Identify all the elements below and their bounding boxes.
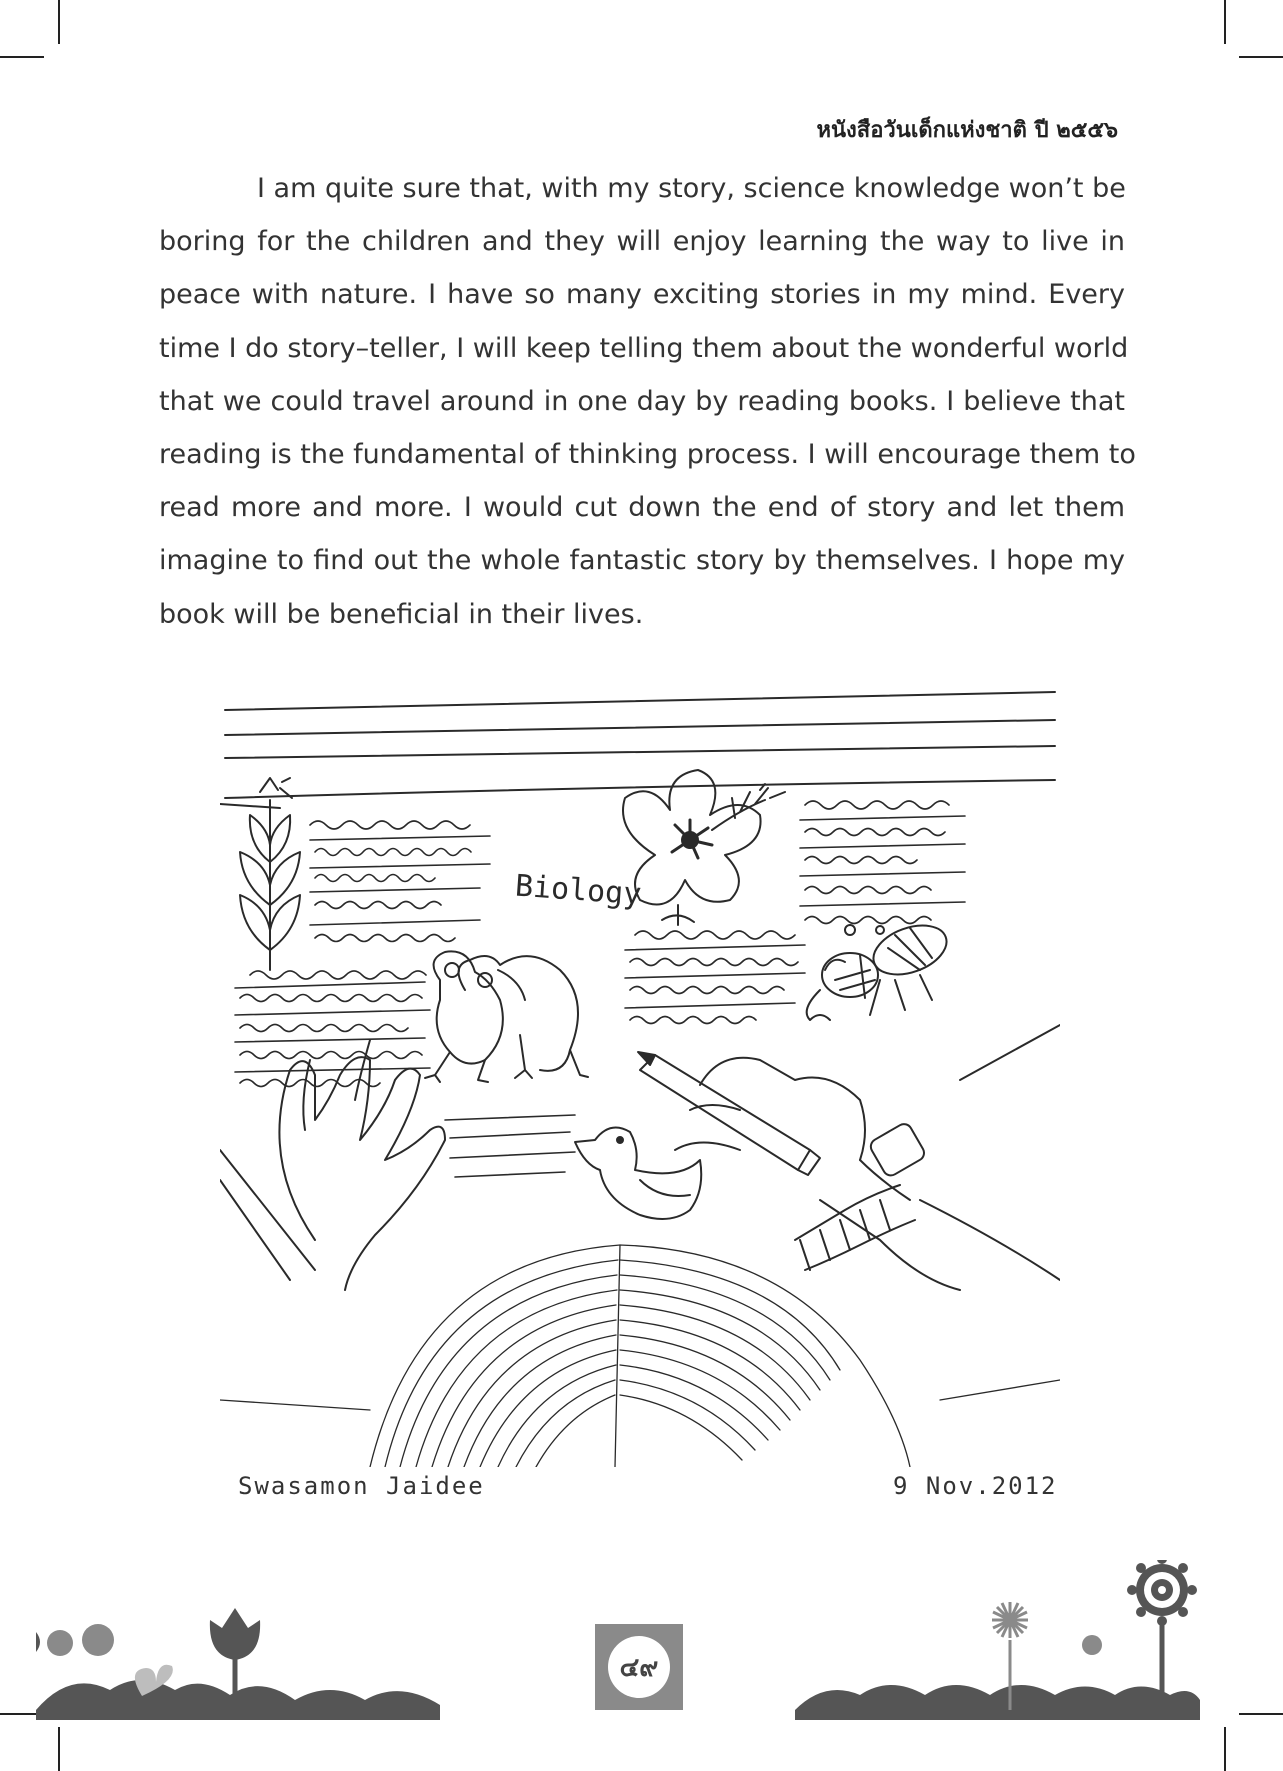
article-line: boring for the children and they will enjoy learning the way to live in (159, 226, 1125, 258)
tulip-decoration (210, 1608, 260, 1700)
grey-dot-decoration (82, 1624, 114, 1656)
hibiscus-drawing (623, 770, 785, 925)
article-line: imagine to find out the whole fantastic story by themselves. I hope my (159, 545, 1125, 577)
bird-drawing (575, 1128, 701, 1220)
frog-drawing (425, 951, 588, 1082)
biology-book-illustration (220, 680, 1060, 1467)
running-header: หนังสือวันเด็กแห่งชาติ ปี ๒๕๕๖ (816, 117, 1118, 143)
grey-dot-decoration (47, 1630, 73, 1656)
page-lines (220, 692, 1055, 808)
book-label: Biology (513, 868, 643, 913)
pencil-drawing (638, 1052, 820, 1175)
article-line: peace with nature. I have so many exciting stories in my mind. Every (159, 279, 1125, 311)
page-number-badge (595, 1624, 683, 1710)
artist-name: Swasamon Jaidee (238, 1472, 485, 1500)
crop-mark-top-right-v (1224, 0, 1226, 44)
drawing-date: 9 Nov.2012 (893, 1472, 1058, 1500)
sunflower-decoration (1127, 1560, 1197, 1700)
fly-drawing (807, 916, 954, 1020)
article-line: I am quite sure that, with my story, science knowledge won’t be (257, 173, 1126, 204)
article-line: book will be beneficial in their lives. (159, 598, 644, 630)
article-text (159, 162, 1136, 641)
grey-dot-decoration (1082, 1635, 1102, 1655)
article-line: reading is the fundamental of thinking process. I will encourage them to (159, 439, 1136, 471)
crop-mark-top-left-v (58, 0, 60, 44)
article-line: that we could travel around in one day by reading books. I believe that (159, 385, 1125, 417)
page-number: ๔๙ (608, 1636, 670, 1698)
article-line: read more and more. I would cut down the end of story and let them (159, 492, 1125, 524)
scribble-text (235, 801, 965, 1177)
right-hill-decoration (795, 1685, 1200, 1720)
right-hand-drawing (675, 1025, 1060, 1290)
article-line: time I do story–teller, I will keep telling them about the wonderful world (159, 332, 1129, 364)
crop-mark-top-left-h (0, 56, 44, 58)
left-hand-drawing (220, 1040, 445, 1290)
book-pages-drawing (220, 1245, 1060, 1467)
small-half-circle-decoration (36, 1632, 40, 1652)
crop-mark-top-right-h (1239, 56, 1283, 58)
left-hill-decoration (36, 1680, 440, 1720)
